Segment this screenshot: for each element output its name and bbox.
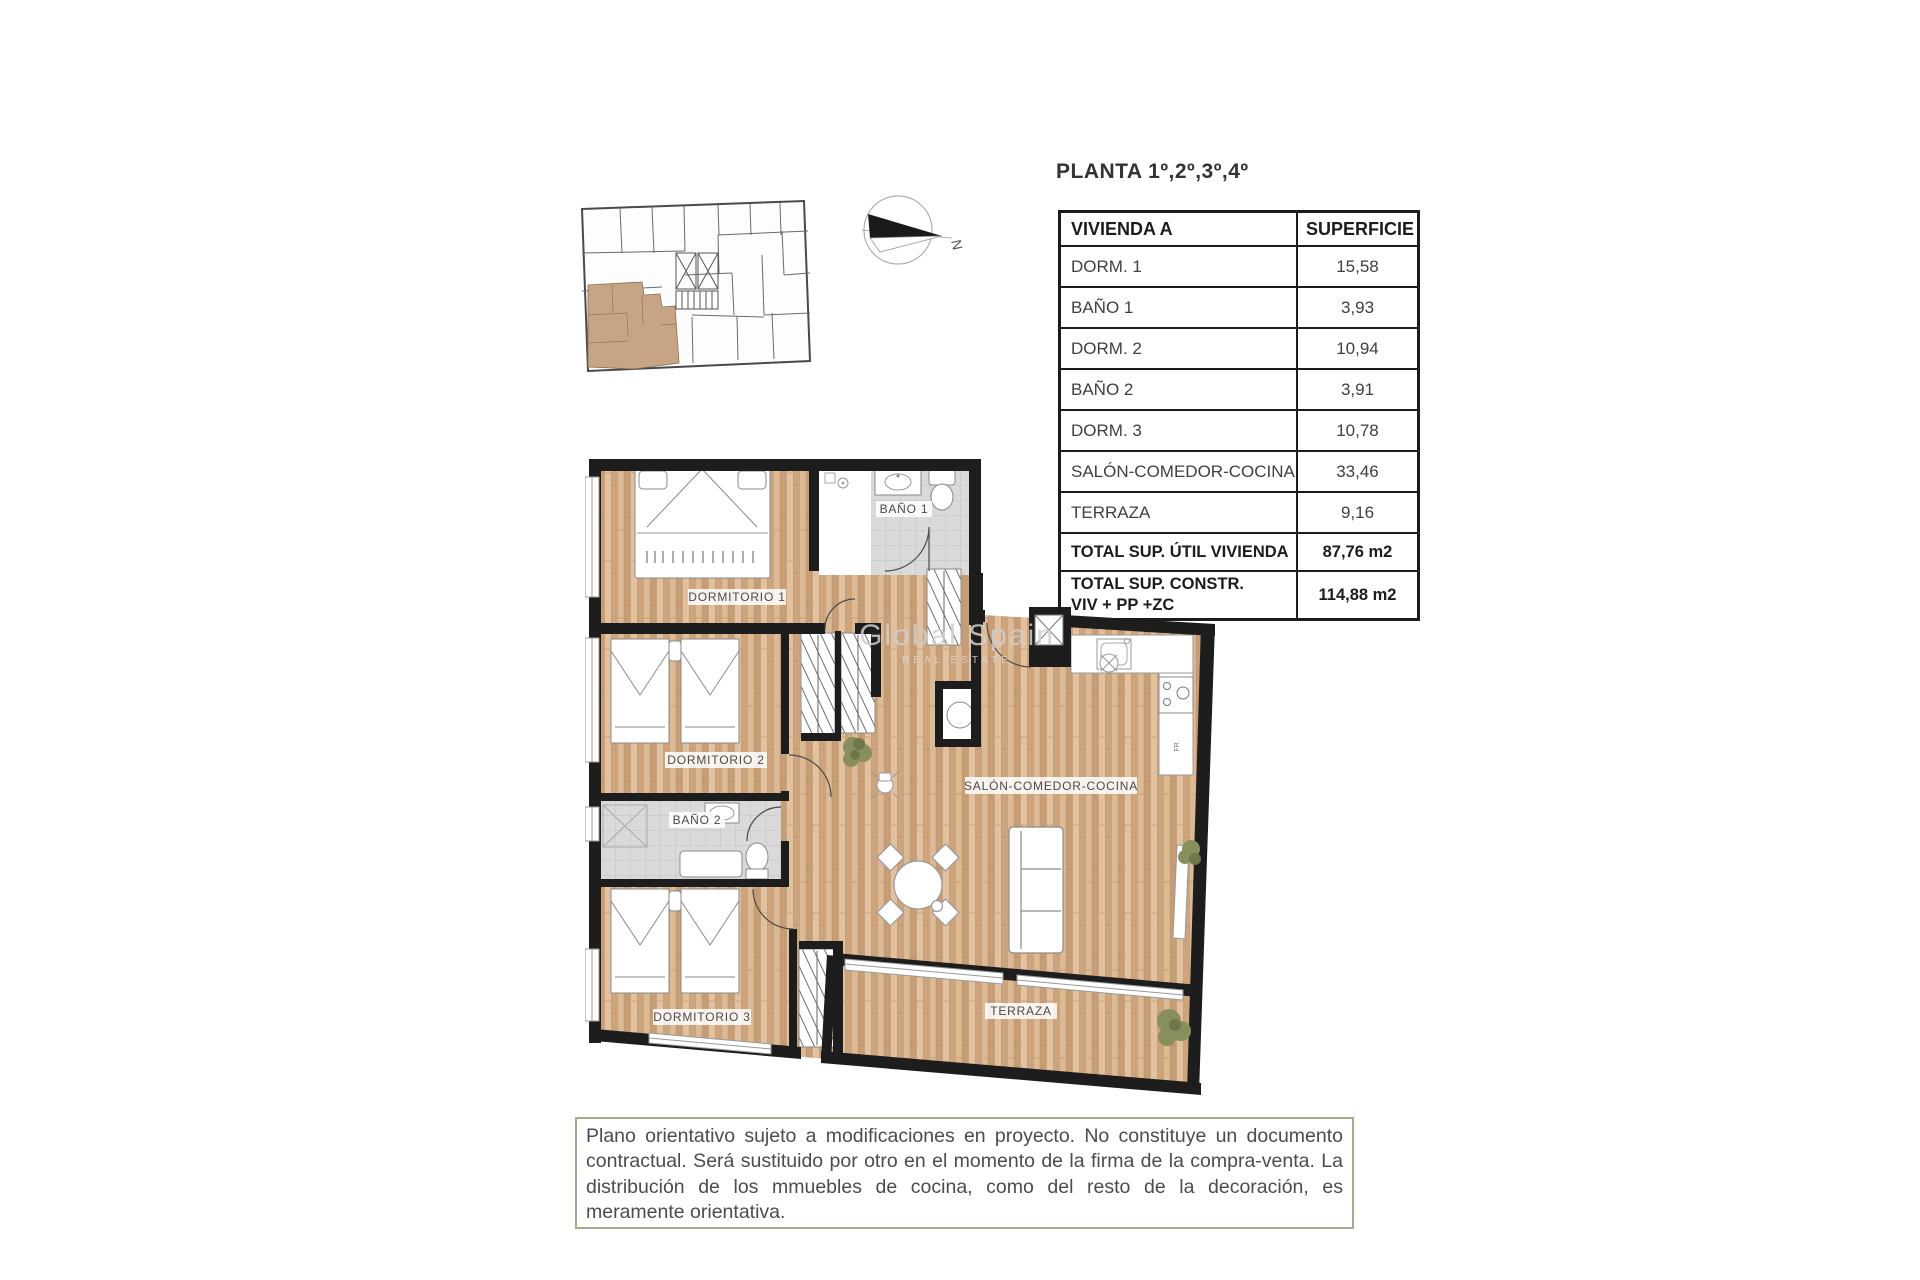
label-bano2: BAÑO 2 [672, 813, 722, 827]
compass-needle [868, 214, 942, 238]
stove [1159, 677, 1193, 713]
row-value: 9,16 [1297, 492, 1419, 533]
bed-double-dorm1 [635, 467, 770, 578]
total-constr-line1: TOTAL SUP. CONSTR. [1071, 575, 1244, 594]
total-constr-value: 114,88 m2 [1297, 571, 1419, 620]
total-constr-line2: VIV + PP +ZC [1071, 596, 1175, 614]
row-label: BAÑO 1 [1060, 287, 1298, 328]
row-label: DORM. 2 [1060, 328, 1298, 369]
toilet [746, 843, 768, 871]
page-title: PLANTA 1º,2º,3º,4º [1056, 160, 1249, 183]
bathtub [680, 851, 742, 877]
kitchen-stool-sketch [1100, 654, 1118, 672]
table-row [1060, 328, 1419, 369]
row-label: BAÑO 2 [1060, 369, 1298, 410]
room-bano1 [819, 467, 969, 575]
label-dormitorio1: DORMITORIO 1 [688, 590, 786, 604]
watermark-line2: REAL ESTATE [902, 655, 1012, 666]
table-header-row [1060, 212, 1419, 247]
label-salon: SALÓN-COMEDOR-COCINA [963, 779, 1139, 793]
building-key-plan [572, 195, 817, 385]
row-value: 3,91 [1297, 369, 1419, 410]
total-util-label: TOTAL SUP. ÚTIL VIVIENDA [1060, 533, 1298, 571]
total-util-value: 87,76 m2 [1297, 533, 1419, 571]
table-header-superficie: SUPERFICIE [1297, 212, 1419, 247]
table-row [1060, 410, 1419, 451]
row-label: DORM. 3 [1060, 410, 1298, 451]
sofa [1009, 827, 1063, 953]
table-header-vivienda: VIVIENDA A [1060, 212, 1298, 247]
watermark-line1: Global Spain [859, 619, 1055, 652]
table-row [1060, 246, 1419, 287]
label-terraza: TERRAZA [990, 1004, 1052, 1018]
compass-north-label: N [948, 238, 966, 252]
fridge-label: FR [1174, 742, 1181, 752]
row-value: 10,78 [1297, 410, 1419, 451]
table-row [1060, 287, 1419, 328]
disclaimer-note: Plano orientativo sujeto a modificaciones en proyecto. No constituye un documento contractual. Será sustituido por otro en el momento de la firma de la compra-venta. La distribución de los mmuebles de cocina, como del resto de la decoración, es meramente orientativa. [575, 1117, 1354, 1229]
row-label: TERRAZA [1060, 492, 1298, 533]
row-label: DORM. 1 [1060, 246, 1298, 287]
row-value: 3,93 [1297, 287, 1419, 328]
north-compass-icon [858, 186, 973, 281]
table-row [1060, 369, 1419, 410]
label-dormitorio2: DORMITORIO 2 [667, 753, 765, 767]
row-value: 33,46 [1297, 451, 1419, 492]
label-bano1: BAÑO 1 [879, 502, 929, 516]
toilet [931, 484, 953, 510]
row-value: 10,94 [1297, 328, 1419, 369]
row-value: 15,58 [1297, 246, 1419, 287]
label-dormitorio3: DORMITORIO 3 [653, 1010, 751, 1024]
floor-plan [585, 455, 1215, 1100]
row-label: SALÓN-COMEDOR-COCINA [1060, 451, 1298, 492]
